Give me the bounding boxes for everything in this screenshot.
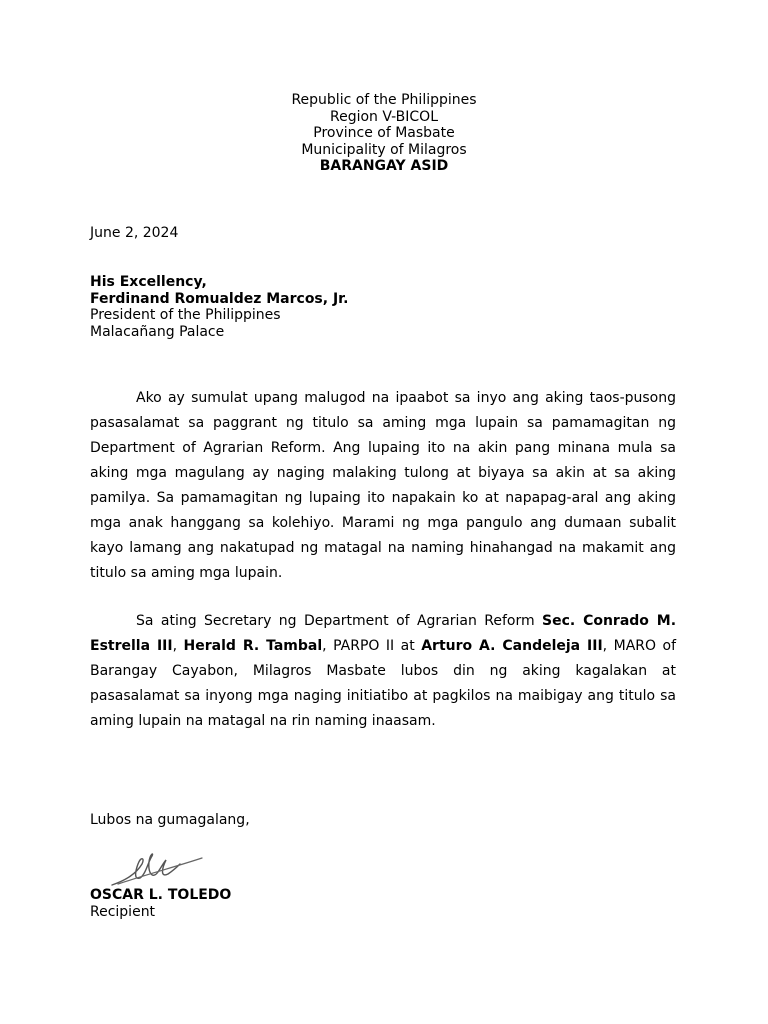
- signer-block: [90, 887, 231, 920]
- paragraph2-separator: ,: [172, 638, 184, 654]
- closing-line: Lubos na gumagalang,: [90, 812, 250, 828]
- paragraph2-text-1: Sa ating Secretary ng Department of Agrarian Reform: [136, 613, 543, 629]
- paragraph2-text-2: , PARPO II at: [322, 638, 422, 654]
- letterhead-barangay: BARANGAY ASID: [319, 158, 449, 175]
- addressee-name: Ferdinand Romualdez Marcos, Jr.: [90, 290, 349, 307]
- letterhead: [0, 92, 768, 175]
- paragraph2-name-parpo: Herald R. Tambal: [183, 638, 323, 654]
- addressee-block: [90, 274, 348, 340]
- body-paragraph-1: Ako ay sumulat upang malugod na ipaabot sa inyo ang aking taos-pusong pasasalamat sa paggrant ng titulo sa aming mga lupain sa pamamagitan ng Department of Agrarian Reform. Ang lupaing ito na akin pang minana mula sa aking mga magulang ay naging malaking tulong at biyaya sa akin at sa aking pamilya. Sa pamamagitan ng lupaing ito napakain ko at napapag-aral ang aking mga anak hanggang sa kolehiyo. Marami ng mga pangulo ang dumaan subalit kayo lamang ang nakatupad ng matagal na naming hinahangad na makamit ang titulo sa aming mga lupain.: [90, 390, 676, 581]
- addressee-place: Malacañang Palace: [90, 323, 225, 340]
- paragraph2-name-maro: Arturo A. Candeleja III: [421, 638, 603, 654]
- letterhead-region: Region V-BICOL: [329, 108, 438, 125]
- body-paragraph-2: [90, 609, 676, 734]
- signer-role: Recipient: [90, 903, 156, 920]
- paragraph2-name-secretary: Sec. Conrado M. Estrella III: [90, 613, 677, 654]
- letterhead-municipality: Municipality of Milagros: [301, 141, 467, 158]
- addressee-title: President of the Philippines: [90, 307, 281, 324]
- letter-date: June 2, 2024: [90, 225, 179, 241]
- letterhead-province: Province of Masbate: [313, 125, 455, 142]
- paragraph2-text-3: , MARO of Barangay Cayabon, Milagros Masbate lubos din ng aking kagalakan at pasasalamat sa inyong mga naging initiatibo at pagkilos na maibigay ang titulo sa aming lupain na matagal na rin naming inaasam.: [90, 638, 677, 729]
- letterhead-country: Republic of the Philippines: [291, 92, 477, 108]
- signer-name: OSCAR L. TOLEDO: [90, 887, 232, 903]
- signature-image: [108, 850, 208, 890]
- addressee-salutation: His Excellency,: [90, 274, 207, 290]
